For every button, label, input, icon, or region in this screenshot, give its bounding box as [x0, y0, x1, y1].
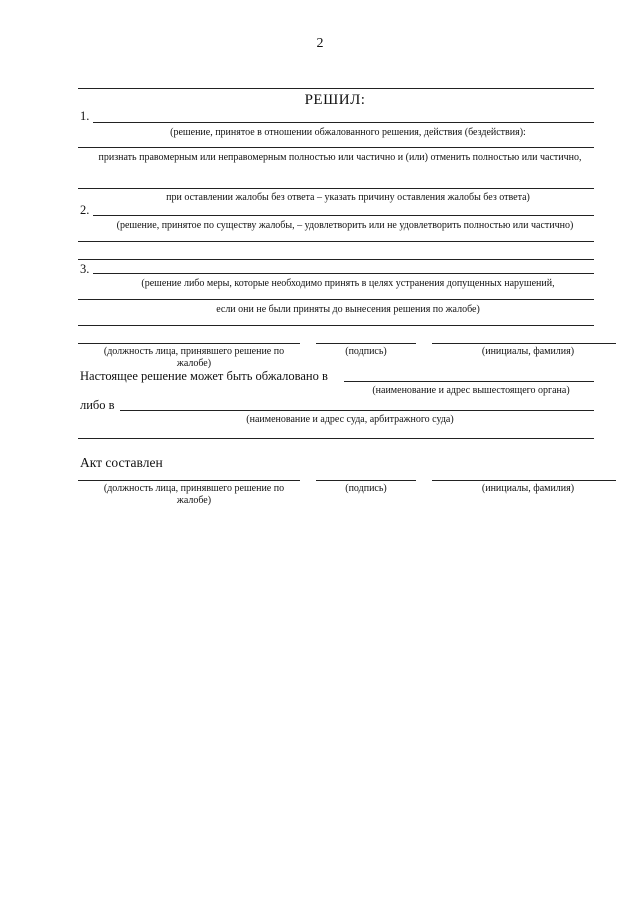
act-position-field[interactable]	[78, 480, 300, 481]
item-1-caption-1: (решение, принятое в отношении обжалованного решения, действия (бездействия):	[170, 127, 526, 138]
higher-body-caption: (наименование и адрес вышестоящего органа)	[372, 385, 570, 396]
signature-caption: (подпись)	[345, 346, 387, 357]
item-1-caption-2: признать правомерным или неправомерным полностью или частично и (или) отменить полностью или частично,	[98, 152, 582, 163]
item-number-1: 1.	[80, 109, 90, 123]
item-3-field-2[interactable]	[78, 299, 594, 300]
act-position-caption: (должность лица, принявшего решение по жалобе)	[103, 483, 285, 506]
item-number-2: 2.	[80, 203, 90, 217]
act-label: Акт составлен	[80, 455, 163, 470]
header-rule	[78, 88, 594, 89]
item-3-field-3[interactable]	[78, 325, 594, 326]
page-number: 2	[316, 36, 324, 51]
higher-body-field[interactable]	[344, 381, 594, 382]
name-caption: (инициалы, фамилия)	[481, 346, 575, 357]
decision-heading: РЕШИЛ:	[304, 92, 366, 108]
item-2-field-2[interactable]	[78, 241, 594, 242]
item-3-field[interactable]	[93, 273, 594, 274]
item-3-caption-2: если они не были приняты до вынесения решения по жалобе)	[216, 304, 480, 315]
appeal-text: Настоящее решение может быть обжаловано в	[80, 369, 328, 383]
court-field-2[interactable]	[78, 438, 594, 439]
position-caption: (должность лица, принявшего решение по жалобе)	[103, 346, 285, 369]
item-1-field-3[interactable]	[78, 188, 594, 189]
item-1-field[interactable]	[93, 122, 594, 123]
act-signature-caption: (подпись)	[345, 483, 387, 494]
item-2-field[interactable]	[93, 215, 594, 216]
act-signature-field[interactable]	[316, 480, 416, 481]
item-2-caption-1: (решение, принятое по существу жалобы, – удовлетворить или не удовлетворить полностью или частично)	[116, 220, 574, 231]
item-3-caption-1: (решение либо меры, которые необходимо принять в целях устранения допущенных нарушений,	[141, 278, 555, 289]
act-name-field[interactable]	[432, 480, 616, 481]
court-field[interactable]	[120, 410, 594, 411]
act-name-caption: (инициалы, фамилия)	[481, 483, 575, 494]
or-label: либо в	[80, 398, 115, 412]
item-2-field-3[interactable]	[78, 259, 594, 260]
name-field[interactable]	[432, 343, 616, 344]
position-field[interactable]	[78, 343, 300, 344]
signature-field[interactable]	[316, 343, 416, 344]
court-caption: (наименование и адрес суда, арбитражного суда)	[246, 414, 454, 425]
item-number-3: 3.	[80, 262, 90, 276]
item-1-field-2[interactable]	[78, 147, 594, 148]
item-1-caption-3: при оставлении жалобы без ответа – указать причину оставления жалобы без ответа)	[166, 192, 530, 203]
